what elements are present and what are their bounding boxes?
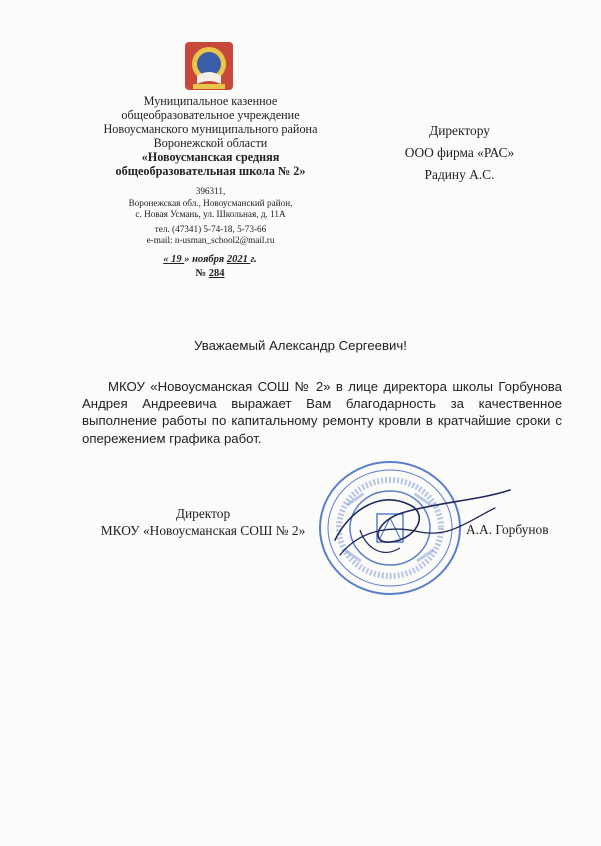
school-logo <box>183 40 235 92</box>
organization-name <box>88 94 333 178</box>
school-name-line: «Новоусманская средняя <box>141 150 280 164</box>
recipient-name: Радину А.С. <box>424 167 495 182</box>
recipient-company: ООО фирма «РАС» <box>404 145 515 160</box>
letter-number: № 284 <box>195 268 225 279</box>
letter-date: « 19 » ноября 2021 г. <box>163 254 257 265</box>
school-name-line: общеобразовательная школа № 2» <box>115 164 306 178</box>
org-line: Новоусманского муниципального района <box>103 122 318 136</box>
position-org: МКОУ «Новоусманская СОШ № 2» <box>100 523 306 538</box>
signatory-position <box>78 505 328 539</box>
org-line: Муниципальное казенное <box>143 94 278 108</box>
email-line: e-mail: n-usman_school2@mail.ru <box>146 235 275 245</box>
recipient-block <box>372 120 547 186</box>
address-line: с. Новая Усмань, ул. Школьная, д. 11А <box>135 209 286 219</box>
greeting: Уважаемый Александр Сергеевич! <box>194 338 407 353</box>
date-number-block <box>130 253 290 281</box>
address-line: Воронежская обл., Новоусманский район, <box>128 197 293 208</box>
recipient-title: Директору <box>429 123 490 138</box>
phone-line: тел. (47341) 5-74-18, 5-73-66 <box>154 223 267 234</box>
postal-code: 396311, <box>195 186 226 196</box>
org-line: Воронежской области <box>153 136 268 150</box>
org-line: общеобразовательное учреждение <box>121 108 300 122</box>
address-block <box>98 186 323 247</box>
position-title: Директор <box>175 506 231 521</box>
signatory-name: А.А. Горбунов <box>466 522 549 537</box>
letter-body: МКОУ «Новоусманская СОШ № 2» в лице директора школы Горбунова Андрея Андреевича выражает Вам благодарность за качественное выполнение работы по капитальному ремонту кровли в кратчайшие сроки с опережением графика работ. <box>82 379 562 446</box>
